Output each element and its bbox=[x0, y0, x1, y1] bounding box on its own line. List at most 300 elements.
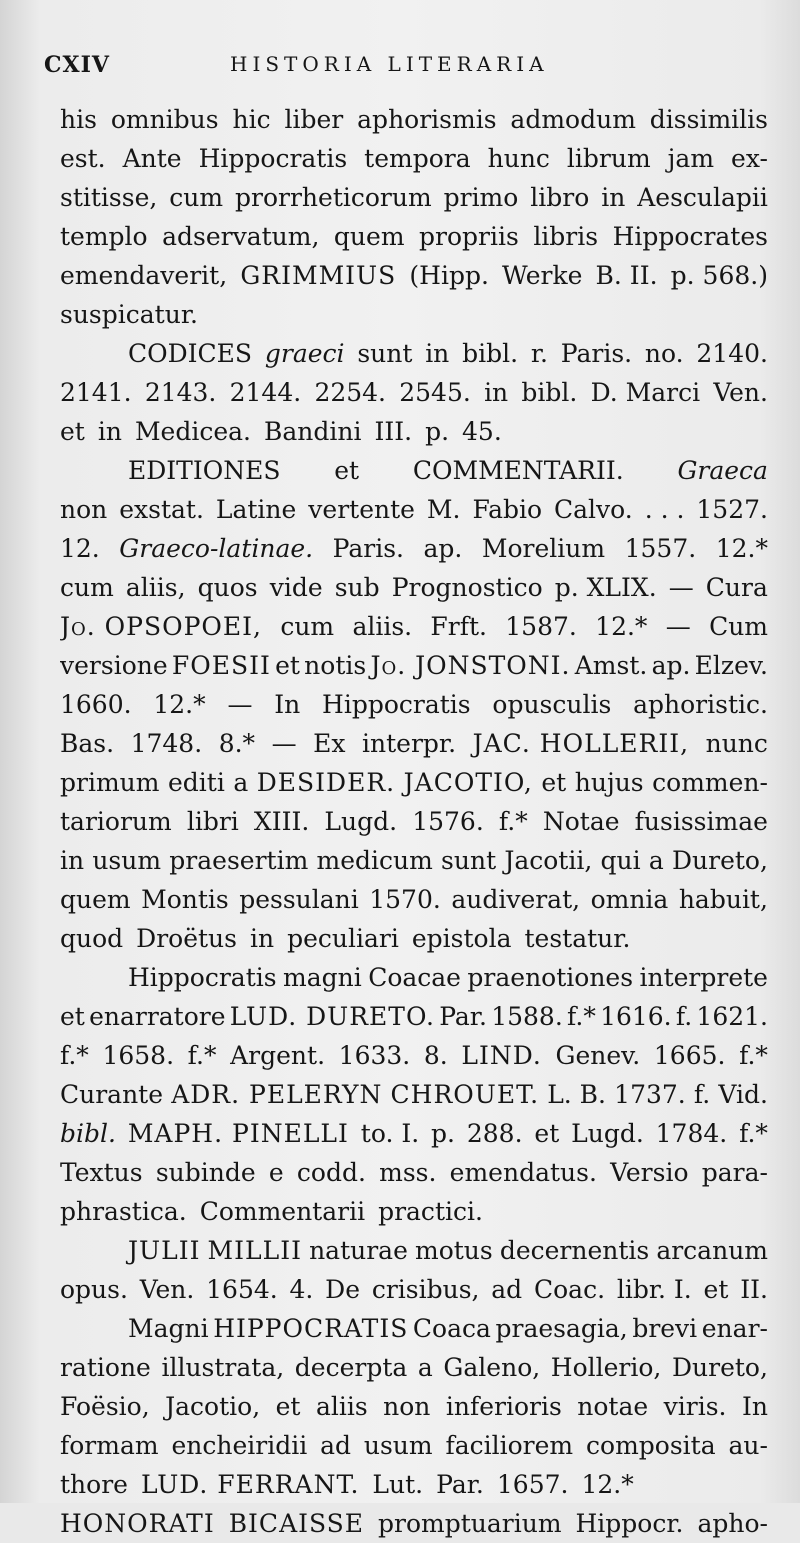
text-line bbox=[60, 802, 768, 841]
text-line bbox=[60, 919, 768, 958]
word: composita bbox=[586, 1431, 716, 1460]
word: interprete bbox=[639, 963, 768, 992]
word: practici. bbox=[378, 1197, 483, 1226]
word: decerpta bbox=[294, 1353, 408, 1382]
word: Calvo. bbox=[554, 495, 633, 524]
text-line bbox=[60, 295, 768, 334]
word: in bbox=[250, 924, 275, 953]
word: Jo. JONSTONI. bbox=[370, 651, 571, 680]
word: illustrata, bbox=[161, 1353, 285, 1382]
word: 2143. bbox=[144, 378, 217, 407]
word: f. bbox=[675, 1002, 693, 1031]
word: Aesculapii bbox=[637, 183, 768, 212]
word: bibl. bbox=[521, 378, 578, 407]
word: commen- bbox=[652, 768, 768, 797]
word: 12.* bbox=[595, 612, 648, 641]
word: admodum bbox=[510, 105, 636, 134]
word: libr. I. bbox=[616, 1275, 692, 1304]
word: Frft. bbox=[430, 612, 487, 641]
word: arcanum bbox=[656, 1236, 768, 1265]
text-line bbox=[60, 997, 768, 1036]
word: 2140. bbox=[696, 339, 768, 368]
word: Morelium bbox=[481, 534, 606, 563]
word: ADR. PELERYN bbox=[171, 1080, 383, 1109]
word: In bbox=[274, 690, 301, 719]
running-title: HISTORIA LITERARIA bbox=[230, 52, 549, 76]
text-line bbox=[60, 334, 768, 373]
word: bibl. bbox=[462, 339, 519, 368]
page-number: CXIV bbox=[44, 52, 110, 78]
word: viris. bbox=[663, 1392, 727, 1421]
word: p. XLIX. bbox=[554, 573, 657, 602]
word: Medicea. bbox=[134, 417, 251, 446]
word: his bbox=[60, 105, 97, 134]
word: versione bbox=[60, 651, 168, 680]
word: ad bbox=[320, 1431, 351, 1460]
word: aliis. bbox=[352, 612, 413, 641]
word: et bbox=[703, 1275, 729, 1304]
word: templo bbox=[60, 222, 148, 251]
word: Hippocratis bbox=[128, 963, 277, 992]
word: primum bbox=[60, 768, 160, 797]
word: JULII bbox=[128, 1236, 201, 1265]
word: Paris. bbox=[560, 339, 633, 368]
word: — bbox=[227, 690, 253, 719]
word: Notae bbox=[542, 807, 620, 836]
word: formam bbox=[60, 1431, 159, 1460]
word: quos bbox=[197, 573, 258, 602]
text-line bbox=[60, 1348, 768, 1387]
word: jam bbox=[667, 144, 715, 173]
word: 1658. bbox=[102, 1041, 175, 1070]
word: e bbox=[268, 1158, 284, 1187]
word: 12.* bbox=[581, 1470, 634, 1499]
word: in bbox=[425, 339, 450, 368]
word: a bbox=[417, 1353, 433, 1382]
word: JACOTIO, bbox=[403, 768, 533, 797]
text-line bbox=[60, 529, 768, 568]
word: XIII. bbox=[253, 807, 310, 836]
word: Amst. bbox=[574, 651, 648, 680]
word: 1660. bbox=[60, 690, 132, 719]
word: hic bbox=[232, 105, 271, 134]
word: Foësio, bbox=[60, 1392, 150, 1421]
word: opus. bbox=[60, 1275, 128, 1304]
word: sub bbox=[334, 573, 380, 602]
word: Galeno, bbox=[443, 1353, 541, 1382]
word: naturae bbox=[309, 1236, 408, 1265]
word: vide bbox=[269, 573, 323, 602]
word: praesagia, bbox=[495, 1314, 628, 1343]
word: Par. bbox=[439, 1002, 487, 1031]
word: in bbox=[60, 846, 85, 875]
word: cum bbox=[169, 183, 224, 212]
word: brevi bbox=[632, 1314, 698, 1343]
word: LUD. FERRANT. bbox=[140, 1470, 360, 1499]
word: motus bbox=[414, 1236, 493, 1265]
word: . . . bbox=[644, 495, 685, 524]
word: 8.* bbox=[218, 729, 256, 758]
text-line bbox=[60, 412, 768, 451]
word: Hippocratis bbox=[198, 144, 348, 173]
word: to. I. bbox=[360, 1119, 420, 1148]
word: — bbox=[665, 612, 691, 641]
text-line bbox=[60, 724, 768, 763]
text-line bbox=[60, 646, 768, 685]
word: graeci bbox=[264, 339, 345, 368]
word: no. bbox=[644, 339, 684, 368]
word: suspicatur. bbox=[60, 300, 198, 329]
word: L. B. bbox=[547, 1080, 607, 1109]
word: emendaverit, bbox=[60, 261, 228, 290]
word: omnia bbox=[590, 885, 669, 914]
text-line bbox=[60, 217, 768, 256]
text-line bbox=[60, 880, 768, 919]
word: ratione bbox=[60, 1353, 151, 1382]
word: para- bbox=[701, 1158, 768, 1187]
word: B. II. bbox=[595, 261, 658, 290]
word: prorrheticorum bbox=[235, 183, 432, 212]
word: non bbox=[383, 1392, 431, 1421]
word: 1784. bbox=[655, 1119, 728, 1148]
word: Fabio bbox=[472, 495, 543, 524]
word: 1616. bbox=[600, 1002, 672, 1031]
word: fusissimae bbox=[634, 807, 768, 836]
word: M. bbox=[426, 495, 461, 524]
word: Magni bbox=[128, 1314, 209, 1343]
word: 1576. bbox=[412, 807, 484, 836]
word: praesertim bbox=[169, 846, 309, 875]
text-line bbox=[60, 1114, 768, 1153]
word: quem bbox=[333, 222, 405, 251]
word: inferioris bbox=[445, 1392, 562, 1421]
word: Jacotii, bbox=[504, 846, 593, 875]
word: non bbox=[60, 495, 108, 524]
word: peculiari bbox=[287, 924, 399, 953]
word: Versio bbox=[610, 1158, 689, 1187]
word: Latine bbox=[215, 495, 297, 524]
word: vertente bbox=[308, 495, 415, 524]
word: apho- bbox=[697, 1509, 768, 1538]
word: 288. bbox=[466, 1119, 523, 1148]
word: (Hipp. bbox=[409, 261, 489, 290]
word: Par. bbox=[436, 1470, 484, 1499]
word: Coaca bbox=[412, 1314, 491, 1343]
word: promptuarium bbox=[378, 1509, 562, 1538]
word: aphoristic. bbox=[633, 690, 768, 719]
word: ex- bbox=[731, 144, 768, 173]
word: testatur. bbox=[524, 924, 631, 953]
word: quem bbox=[60, 885, 131, 914]
word: Cum bbox=[709, 612, 768, 641]
word: et bbox=[60, 1002, 85, 1031]
word: Jacotio, bbox=[165, 1392, 261, 1421]
word: f. bbox=[693, 1080, 711, 1109]
word: Montis bbox=[141, 885, 229, 914]
word: Graeca bbox=[677, 456, 768, 485]
word: quod bbox=[60, 924, 124, 953]
text-line bbox=[60, 1309, 768, 1348]
word: Ven. bbox=[139, 1275, 195, 1304]
word: Bas. bbox=[60, 729, 115, 758]
word: f.* bbox=[60, 1041, 89, 1070]
word: et bbox=[334, 456, 360, 485]
word: stitisse, bbox=[60, 183, 158, 212]
word: thore bbox=[60, 1470, 128, 1499]
word: omnibus bbox=[110, 105, 219, 134]
word: emendatus. bbox=[449, 1158, 597, 1187]
word: est. bbox=[60, 144, 106, 173]
text-line bbox=[60, 1036, 768, 1075]
word: libro bbox=[530, 183, 590, 212]
word: codd. bbox=[296, 1158, 366, 1187]
word: — bbox=[271, 729, 297, 758]
word: 1665. bbox=[653, 1041, 726, 1070]
word: 2254. bbox=[314, 378, 387, 407]
word: in bbox=[484, 378, 509, 407]
word: liber bbox=[284, 105, 344, 134]
word: medicum bbox=[316, 846, 433, 875]
word: Hippocr. bbox=[575, 1509, 684, 1538]
word: usum bbox=[363, 1431, 433, 1460]
text-line bbox=[60, 100, 768, 139]
word: Jo. OPSOPOEI, bbox=[60, 612, 262, 641]
word: 2141. bbox=[60, 378, 132, 407]
word: r. bbox=[530, 339, 548, 368]
word: 1588. bbox=[491, 1002, 563, 1031]
word: Textus bbox=[60, 1158, 143, 1187]
text-line bbox=[60, 958, 768, 997]
word: De bbox=[325, 1275, 361, 1304]
word: Hippocrates bbox=[612, 222, 768, 251]
word: Bandini bbox=[264, 417, 362, 446]
word: aliis, bbox=[125, 573, 186, 602]
word: 1587. bbox=[505, 612, 577, 641]
word: 1633. bbox=[338, 1041, 411, 1070]
word: exstat. bbox=[119, 495, 204, 524]
word: Graeco-latinae. bbox=[119, 534, 314, 563]
text-line bbox=[60, 841, 768, 880]
word: Coacae bbox=[368, 963, 461, 992]
word: ap. bbox=[651, 651, 691, 680]
word: Commentarii bbox=[199, 1197, 366, 1226]
word: tariorum bbox=[60, 807, 172, 836]
word: ad bbox=[491, 1275, 523, 1304]
word: 12.* bbox=[715, 534, 768, 563]
text-line bbox=[60, 1192, 768, 1231]
word: f.* bbox=[739, 1119, 768, 1148]
word: epistola bbox=[411, 924, 512, 953]
text-line bbox=[60, 373, 768, 412]
word: 1557. bbox=[624, 534, 697, 563]
word: interpr. bbox=[362, 729, 457, 758]
word: decernentis bbox=[499, 1236, 650, 1265]
word: Ven. bbox=[713, 378, 768, 407]
word: Dureto, bbox=[672, 1353, 768, 1382]
word: Argent. bbox=[230, 1041, 326, 1070]
word: FOESII bbox=[171, 651, 271, 680]
word: Paris. bbox=[332, 534, 404, 563]
word: pessulani bbox=[239, 885, 359, 914]
text-line bbox=[60, 607, 768, 646]
word: Dureto, bbox=[671, 846, 768, 875]
word: 1654. bbox=[206, 1275, 278, 1304]
word: qui bbox=[600, 846, 641, 875]
word: Lugd. bbox=[571, 1119, 644, 1148]
word: 1621. bbox=[696, 1002, 768, 1031]
text-line bbox=[60, 178, 768, 217]
text-line bbox=[60, 139, 768, 178]
word: 45. bbox=[462, 417, 502, 446]
word: cum bbox=[60, 573, 114, 602]
word: et bbox=[534, 1119, 560, 1148]
word: D. Marci bbox=[590, 378, 701, 407]
word: Hippocratis bbox=[322, 690, 471, 719]
word: 2545. bbox=[399, 378, 471, 407]
word: subinde bbox=[155, 1158, 256, 1187]
word: notis bbox=[304, 651, 367, 680]
word: DESIDER. bbox=[256, 768, 396, 797]
word: et bbox=[60, 417, 85, 446]
word: aliis bbox=[315, 1392, 368, 1421]
word: Droëtus bbox=[136, 924, 237, 953]
word: bibl. bbox=[60, 1119, 116, 1148]
word: 1657. bbox=[496, 1470, 569, 1499]
text-line bbox=[60, 1231, 768, 1270]
word: Ex bbox=[313, 729, 346, 758]
word: habuit, bbox=[678, 885, 768, 914]
word: libris bbox=[533, 222, 599, 251]
word: BICAISSE bbox=[228, 1509, 365, 1538]
word: 8. bbox=[423, 1041, 448, 1070]
word: Werke bbox=[502, 261, 583, 290]
word: enarratore bbox=[89, 1002, 226, 1031]
word: crisibus, bbox=[371, 1275, 480, 1304]
word: notae bbox=[577, 1392, 649, 1421]
word: praenotiones bbox=[467, 963, 634, 992]
word: CODICES bbox=[128, 339, 253, 368]
word: Curante bbox=[60, 1080, 164, 1109]
word: ap. bbox=[423, 534, 463, 563]
word: faciliorem bbox=[445, 1431, 574, 1460]
text-line bbox=[60, 568, 768, 607]
word: II. bbox=[740, 1275, 768, 1304]
word: dissimilis bbox=[649, 105, 768, 134]
word: a bbox=[233, 768, 249, 797]
word: HONORATI bbox=[60, 1509, 215, 1538]
word: f.* bbox=[498, 807, 528, 836]
word: 12.* bbox=[153, 690, 206, 719]
word: hunc bbox=[487, 144, 550, 173]
text-line bbox=[60, 1153, 768, 1192]
word: sunt bbox=[441, 846, 497, 875]
word: LUD. DURETO. bbox=[229, 1002, 435, 1031]
word: phrastica. bbox=[60, 1197, 187, 1226]
word: Lut. bbox=[372, 1470, 424, 1499]
word: p. bbox=[425, 417, 450, 446]
page-header bbox=[44, 48, 760, 84]
word: p. 568.) bbox=[670, 261, 768, 290]
word: et bbox=[275, 651, 300, 680]
word: f.* bbox=[739, 1041, 768, 1070]
word: Coac. bbox=[533, 1275, 606, 1304]
word: Vid. bbox=[718, 1080, 768, 1109]
word: 4. bbox=[289, 1275, 314, 1304]
word: sunt bbox=[357, 339, 413, 368]
word: III. bbox=[374, 417, 413, 446]
word: 1737. bbox=[614, 1080, 686, 1109]
word: MILLII bbox=[207, 1236, 302, 1265]
word: JAC. HOLLERII, bbox=[472, 729, 690, 758]
word: hujus bbox=[574, 768, 644, 797]
word: magni bbox=[283, 963, 362, 992]
word: propriis bbox=[419, 222, 519, 251]
word: EDITIONES bbox=[128, 456, 281, 485]
word: aphorismis bbox=[357, 105, 497, 134]
page-text bbox=[60, 100, 768, 1543]
word: librum bbox=[566, 144, 651, 173]
word: COMMENTARII. bbox=[412, 456, 624, 485]
word: 1527. bbox=[696, 495, 768, 524]
text-line bbox=[60, 451, 768, 490]
word: et bbox=[275, 1392, 301, 1421]
text-line bbox=[60, 256, 768, 295]
word: libri bbox=[186, 807, 239, 836]
word: 2144. bbox=[229, 378, 302, 407]
word: 1748. bbox=[130, 729, 203, 758]
text-line bbox=[60, 1465, 768, 1504]
word: — bbox=[668, 573, 694, 602]
word: adservatum, bbox=[162, 222, 320, 251]
text-line bbox=[60, 1387, 768, 1426]
word: in bbox=[97, 417, 122, 446]
word: HIPPOCRATIS bbox=[213, 1314, 409, 1343]
word: GRIMMIUS bbox=[240, 261, 397, 290]
word: Genev. bbox=[555, 1041, 641, 1070]
word: p. bbox=[431, 1119, 455, 1148]
word: Hollerio, bbox=[550, 1353, 662, 1382]
word: f.* bbox=[567, 1002, 596, 1031]
word: et bbox=[541, 768, 567, 797]
word: usum bbox=[92, 846, 162, 875]
text-line bbox=[60, 490, 768, 529]
word: audiverat, bbox=[451, 885, 581, 914]
word: Prognostico bbox=[391, 573, 543, 602]
word: a bbox=[648, 846, 664, 875]
word: In bbox=[741, 1392, 768, 1421]
word: Ante bbox=[122, 144, 182, 173]
word: encheiridii bbox=[171, 1431, 308, 1460]
word: editi bbox=[167, 768, 225, 797]
word: cum bbox=[280, 612, 335, 641]
word: enar- bbox=[701, 1314, 768, 1343]
text-line bbox=[60, 685, 768, 724]
text-line bbox=[60, 1270, 768, 1309]
word: 1570. bbox=[369, 885, 441, 914]
text-line bbox=[60, 1504, 768, 1543]
word: au- bbox=[728, 1431, 768, 1460]
word: 12. bbox=[60, 534, 100, 563]
text-line bbox=[60, 1426, 768, 1465]
word: opusculis bbox=[492, 690, 612, 719]
word: MAPH. PINELLI bbox=[127, 1119, 349, 1148]
word: Elzev. bbox=[694, 651, 768, 680]
word: Lugd. bbox=[324, 807, 398, 836]
word: tempora bbox=[364, 144, 471, 173]
word: CHROUET. bbox=[390, 1080, 540, 1109]
word: nunc bbox=[705, 729, 768, 758]
word: in bbox=[601, 183, 626, 212]
